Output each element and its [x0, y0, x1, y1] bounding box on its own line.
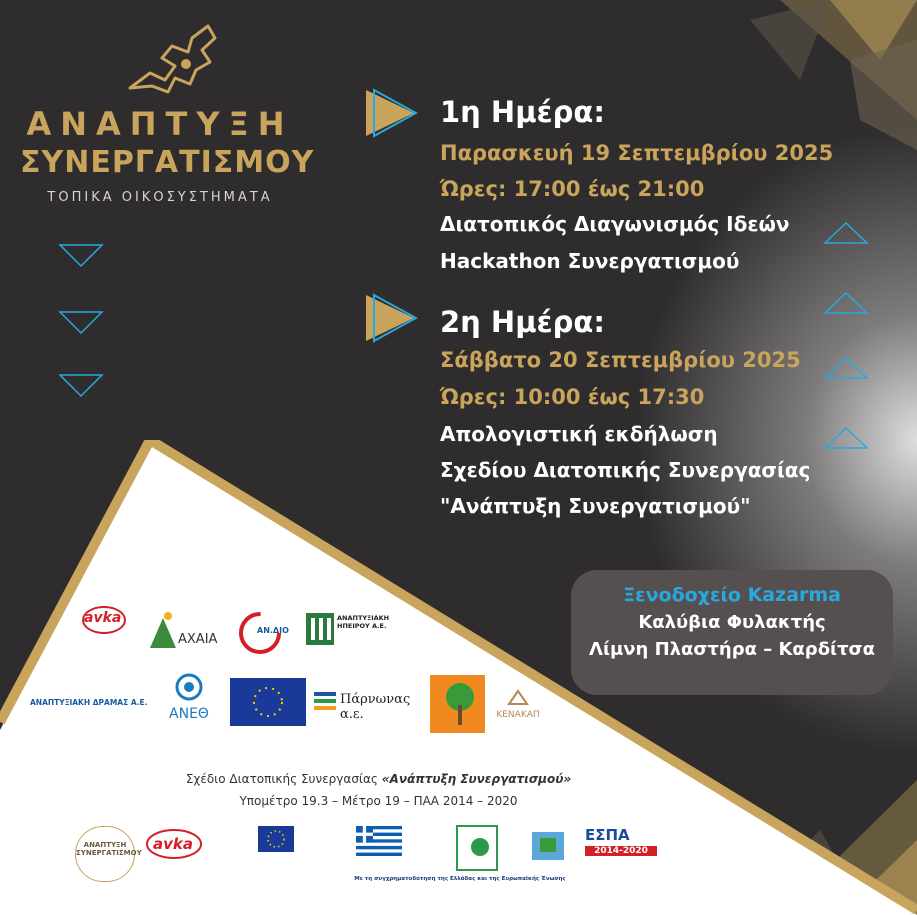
geometric-pattern-top — [600, 0, 917, 200]
day2-date: Σάββατο 20 Σεπτεμβρίου 2025 — [440, 348, 801, 372]
avka-logo: avka — [80, 605, 128, 649]
footer-greek-flag-icon — [356, 826, 402, 856]
day2-title: 2η Ημέρα: — [440, 305, 605, 339]
logo-line-2: ΣΥΝΕΡΓΑΤΙΣΜΟΥ — [20, 145, 315, 180]
achaia-logo: ΑΧΑΙΑ — [148, 610, 230, 652]
venue-box — [571, 570, 893, 695]
plan-text: Σχέδιο Διατοπικής Συνεργασίας «Ανάπτυξη Συνεργατισμού» — [185, 772, 572, 786]
ipeiros-logo: ΑΝΑΠΤΥΞΙΑΚΗ ΗΠΕΙΡΟΥ Α.Ε. — [305, 612, 397, 654]
measure-text: Υπομέτρο 19.3 – Μέτρο 19 – ΠΑΑ 2014 – 2020 — [239, 794, 518, 808]
day2-hours: Ώρες: 10:00 έως 17:30 — [440, 385, 705, 409]
andio-logo: ΑΝ.ΔΙΟ — [237, 610, 295, 656]
footer-espa-logo: ΕΣΠΑ 2014-2020 — [585, 826, 657, 872]
day2-line1: Απολογιστική εκδήλωση — [440, 422, 718, 446]
footer-project-logo: ΑΝΑΠΤΥΞΗ ΣΥΝΕΡΓΑΤΙΣΜΟΥ — [75, 826, 135, 882]
logo-title — [20, 105, 315, 205]
eu-flag-logo — [230, 678, 306, 726]
day2-line2: Σχεδίου Διατοπικής Συνεργασίας — [440, 458, 811, 482]
logo-line-1: ΑΝΑΠΤΥΞΗ — [26, 105, 294, 143]
day1-line2: Hackathon Συνεργατισμού — [440, 249, 740, 273]
parnonas-logo: Πάρνωνας α.ε. — [314, 690, 424, 720]
aneth-logo: ΑΝΕΘ — [158, 672, 220, 728]
day1-hours: Ώρες: 17:00 έως 21:00 — [440, 177, 705, 201]
venue-line2: Λίμνη Πλαστήρα – Καρδίτσα — [589, 639, 875, 660]
day1-title: 1η Ημέρα: — [440, 95, 605, 129]
play-arrow-icon — [364, 88, 418, 138]
triangles-right — [820, 218, 875, 458]
footer-eu-flag-icon — [258, 826, 294, 852]
venue-line1: Καλύβια Φυλακτής — [638, 612, 826, 633]
day2-line3: "Ανάπτυξη Συνεργατισμού" — [440, 494, 751, 518]
dramas-logo: ΑΝΑΠΤΥΞΙΑΚΗ ΔΡΑΜΑΣ Α.Ε. — [30, 698, 148, 707]
footer-region-icon — [528, 828, 568, 868]
play-arrow-icon — [364, 293, 418, 343]
footer-leader-icon — [456, 825, 498, 871]
day1-line1: Διατοπικός Διαγωνισμός Ιδεών — [440, 212, 790, 236]
cofund-text: Με τη συγχρηματοδότηση της Ελλάδας και της Ευρωπαϊκής Ένωσης — [354, 876, 566, 882]
puzzle-hands-icon — [120, 18, 220, 108]
logo-line-3: ΤΟΠΙΚΑ ΟΙΚΟΣΥΣΤΗΜΑΤΑ — [47, 190, 273, 205]
tree-logo — [430, 675, 485, 733]
kenakap-logo: ΚΕΝΑΚΑΠ — [490, 688, 546, 724]
triangles-left — [55, 240, 110, 410]
footer-avka-logo: avka — [145, 828, 205, 864]
venue-name: Ξενοδοχείο Kazarma — [623, 584, 841, 606]
day1-date: Παρασκευή 19 Σεπτεμβρίου 2025 — [440, 141, 834, 165]
